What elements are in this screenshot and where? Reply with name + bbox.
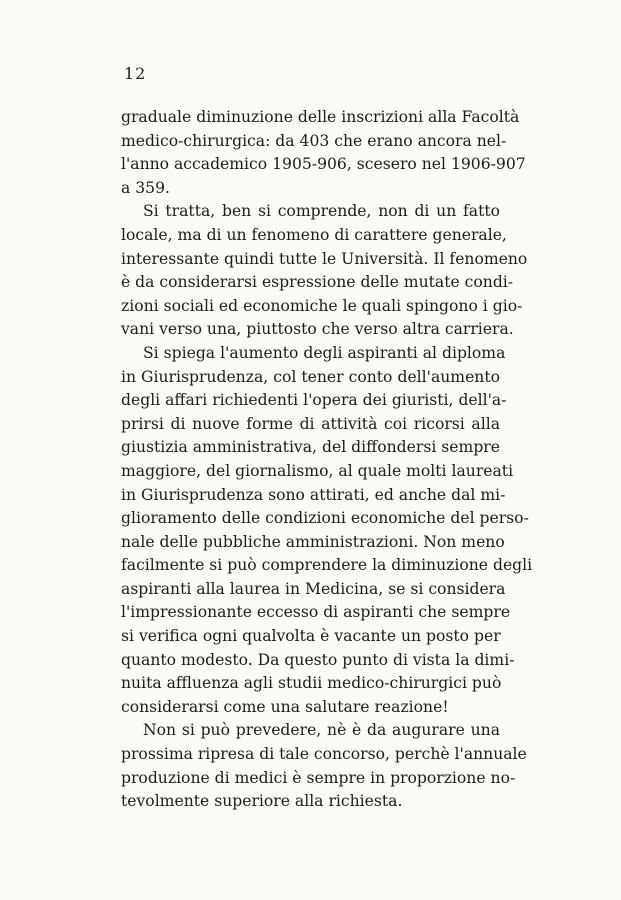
- text-line: giustizia amministrativa, del diffondersi sempre: [121, 438, 500, 457]
- paragraph: [121, 106, 526, 200]
- text-line: in Giurisprudenza sono attirati, ed anche dal mi-: [121, 485, 506, 504]
- text-line: graduale diminuzione delle inscrizioni alla Facoltà: [121, 108, 520, 126]
- text-line: medico-chirurgica: da 403 che erano ancora nel-: [121, 131, 507, 150]
- text-line: è da considerarsi espressione delle mutate condi-: [121, 273, 514, 292]
- text-line: prirsi di nuove forme di attività coi ricorsi alla: [121, 414, 500, 433]
- text-line: interessante quindi tutte le Università. Il fenomeno: [121, 249, 528, 268]
- text-line: in Giurisprudenza, col tener conto dell'aumento: [121, 367, 500, 386]
- text-line: quanto modesto. Da questo punto di vista la dimi-: [121, 650, 515, 669]
- text-line: prossima ripresa di tale concorso, perchè l'annuale: [121, 745, 527, 764]
- text-line: l'impressionante eccesso di aspiranti che sempre: [121, 603, 511, 622]
- text-line: Non si può prevedere, nè è da augurare una: [143, 721, 500, 740]
- text-line: nuita affluenza agli studii medico-chirurgici può: [121, 674, 502, 693]
- body-text: [121, 106, 533, 814]
- text-line: si verifica ogni qualvolta è vacante un posto per: [121, 627, 501, 646]
- paragraph: [121, 719, 527, 813]
- text-line: tevolmente superiore alla richiesta.: [121, 792, 403, 811]
- text-line: vani verso una, piuttosto che verso altra carriera.: [121, 320, 514, 339]
- paragraph: [121, 200, 528, 342]
- page-number: 12: [124, 64, 147, 83]
- text-line: degli affari richiedenti l'opera dei giuristi, dell'a-: [121, 391, 507, 410]
- text-line: a 359.: [121, 178, 170, 197]
- text-line: nale delle pubbliche amministrazioni. Non meno: [121, 532, 505, 551]
- text-line: considerarsi come una salutare reazione!: [121, 697, 449, 716]
- text-line: l'anno accademico 1905-906, scesero nel 1906-907: [121, 155, 526, 174]
- text-line: maggiore, del giornalismo, al quale molti laureati: [121, 461, 514, 480]
- text-line: produzione di medici è sempre in proporzione no-: [121, 768, 516, 787]
- paragraph: [121, 342, 533, 720]
- text-line: aspiranti alla laurea in Medicina, se si considera: [121, 579, 506, 598]
- text-line: Si tratta, ben si comprende, non di un fatto: [143, 202, 500, 221]
- text-line: glioramento delle condizioni economiche del perso-: [121, 509, 529, 528]
- text-line: locale, ma di un fenomeno di carattere generale,: [121, 225, 507, 244]
- text-line: zioni sociali ed economiche le quali spingono i gio-: [121, 296, 523, 315]
- text-line: facilmente si può comprendere la diminuzione degli: [121, 556, 533, 575]
- text-line: Si spiega l'aumento degli aspiranti al diploma: [143, 343, 506, 362]
